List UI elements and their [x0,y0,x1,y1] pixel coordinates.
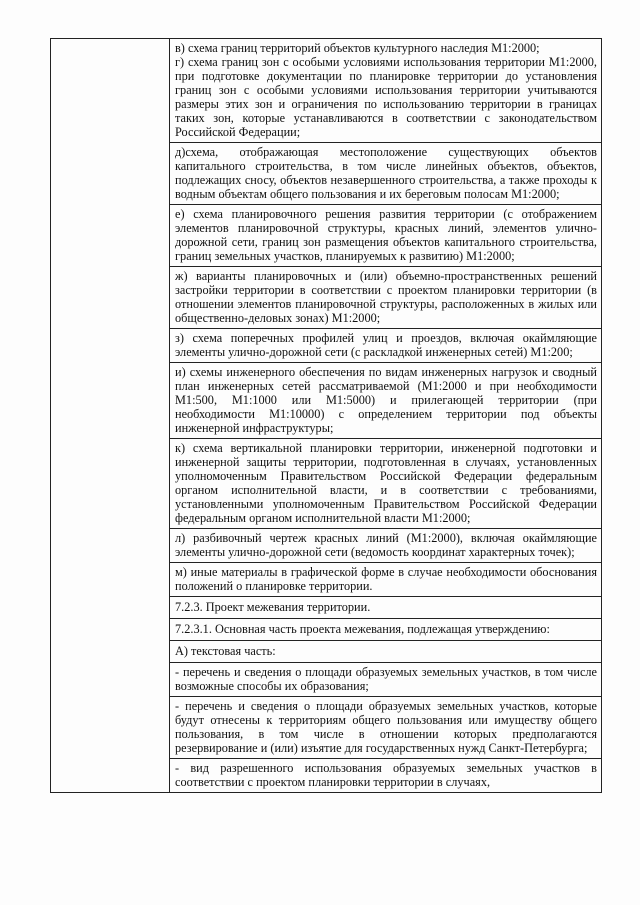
paragraph-m: м) иные материалы в графической форме в случае необходимости обоснования положений о планировке территории. [170,563,601,597]
right-column [170,39,602,793]
paragraph-l: л) разбивочный чертеж красных линий (М1:2000), включая окаймляющие элементы улично-дорожной сети (ведомость координат характерных точек); [170,529,601,563]
paragraph-z: з) схема поперечных профилей улиц и проездов, включая окаймляющие элементы улично-дорожной сети (с раскладкой инженерных сетей) М1:200; [170,329,601,363]
list-item-permitted-use: - вид разрешенного использования образуемых земельных участков в соответствии с проектом планировки территории в случаях, [175,761,597,789]
list-item-common-use-plots: - перечень и сведения о площади образуемых земельных участков, которые будут отнесены к территориям общего пользования или имуществу общего пользования, в том числе в отношении которых предполагаются резервирование и (или) изъятие для государственных нужд Санкт-Петербурга; [170,697,601,759]
left-column [51,39,170,793]
text-part-heading: А) текстовая часть: [170,641,601,663]
paragraph-k: к) схема вертикальной планировки территории, инженерной подготовки и инженерной защиты территории, подготовленная в случаях, установленных уполномоченным Правительством Российской Федерации федеральным органом исполнительной власти, и в соответствии с требованиями, установленными уполномоченным Правительством Российской Федерации федеральным органом исполнительной власти М1:2000; [170,439,601,529]
paragraph-v-g: в) схема границ территорий объектов культурного наследия М1:2000; г) схема границ зон с особыми условиями использования территории М1:2000, при подготовке документации по планировке территории до установления границ зон с особыми условиями использования территории учитываются размеры этих зон и ограничения по использованию территории в границах таких зон, которые устанавливаются в соответствии с законодательством Российской Федерации; [170,39,601,143]
paragraph-i: и) схемы инженерного обеспечения по видам инженерных нагрузок и сводный план инженерных сетей рассматриваемой (М1:2000 и при необходимости М1:500, М1:1000 или М1:5000) и прилегающей территории (при необходимости М1:10000) с определением территории под объекты инженерной инфраструктуры; [170,363,601,439]
list-item-land-plots: - перечень и сведения о площади образуемых земельных участков, в том числе возможные способы их образования; [170,663,601,697]
section-7-2-3-1-heading: 7.2.3.1. Основная часть проекта межевания, подлежащая утверждению: [170,619,601,641]
paragraph-zh: ж) варианты планировочных и (или) объемно-пространственных решений застройки территории в соответствии с проектом планировки территории (в отношении элементов планировочной структуры, расположенных в жилых или общественно-деловых зонах) М1:2000; [170,267,601,329]
paragraph-d: д)схема, отображающая местоположение существующих объектов капитального строительства, в том числе линейных объектов, объектов, подлежащих сносу, объектов незавершенного строительства, а также проходы к водным объектам общего пользования и их береговым полосам М1:2000; [170,143,601,205]
section-7-2-3-heading: 7.2.3. Проект межевания территории. [170,597,601,619]
document-table [50,38,602,793]
paragraph-e: е) схема планировочного решения развития территории (с отображением элементов планировочной структуры, красных линий, элементов улично-дорожной сети, границ зон размещения объектов капитального строительства, границ земельных участков, планируемых к развитию) М1:2000; [170,205,601,267]
table-row [51,39,602,793]
